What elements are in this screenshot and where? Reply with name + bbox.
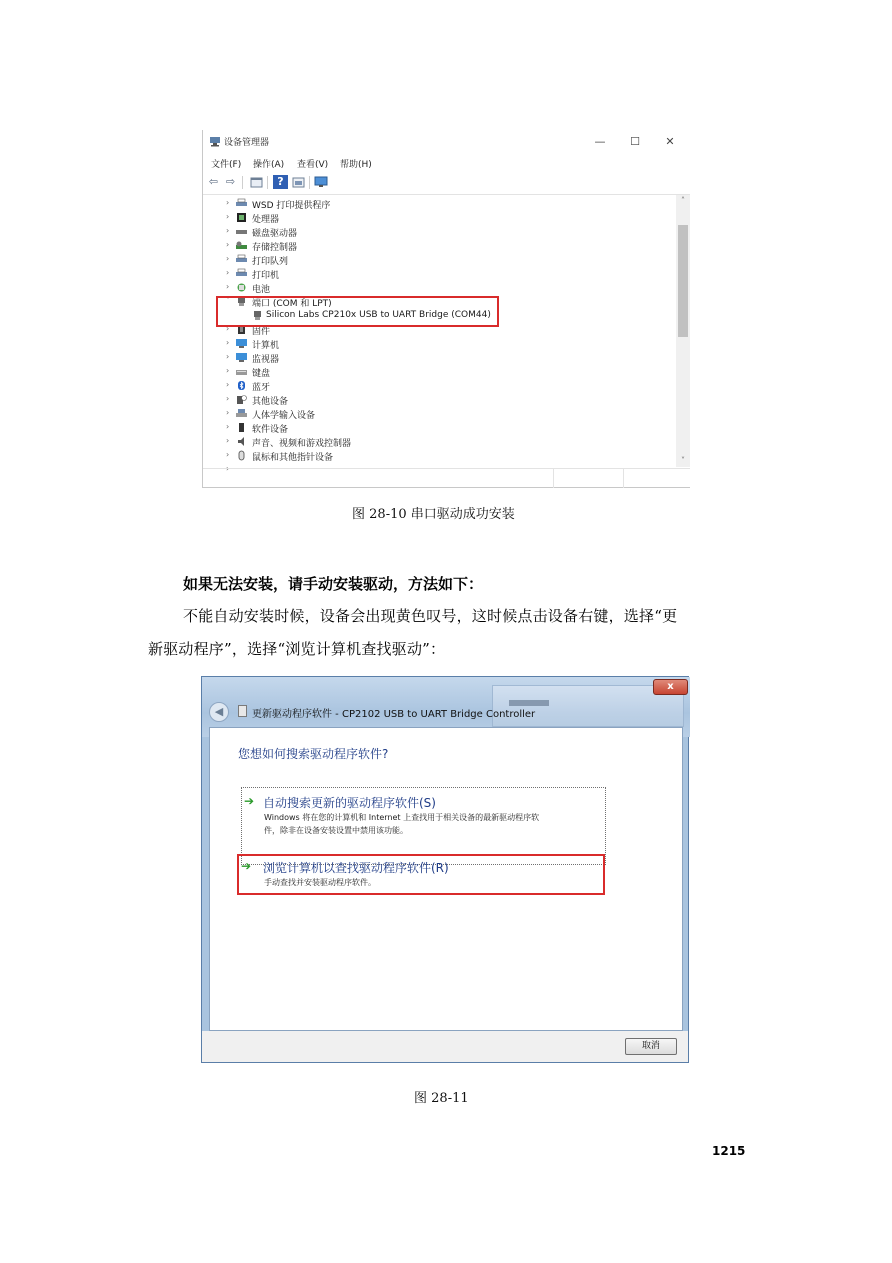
computer-icon bbox=[236, 339, 247, 348]
caption-text: 串口驱动成功安装 bbox=[410, 507, 515, 522]
close-button[interactable]: ✕ bbox=[665, 135, 675, 148]
print-queue-icon bbox=[236, 255, 247, 264]
tree-label: 鼠标和其他指针设备 bbox=[252, 453, 334, 463]
wizard-content bbox=[209, 727, 683, 1031]
wizard-question: 您想如何搜索驱动程序软件? bbox=[238, 747, 389, 761]
chevron-right-icon[interactable]: › bbox=[226, 254, 230, 263]
menu-bar bbox=[203, 154, 690, 172]
printer-icon bbox=[236, 199, 247, 208]
menu-help[interactable]: 帮助(H) bbox=[340, 160, 372, 170]
storage-controller-icon bbox=[236, 241, 247, 250]
scroll-thumb[interactable] bbox=[678, 225, 688, 337]
disk-drive-icon bbox=[236, 227, 247, 236]
device-manager-window bbox=[202, 130, 690, 488]
other-devices-icon bbox=[236, 395, 247, 404]
section-heading: 如果无法安装，请手动安装驱动，方法如下： bbox=[183, 575, 484, 593]
cancel-button[interactable]: 取消 bbox=[625, 1038, 677, 1055]
tree-item-hid[interactable] bbox=[203, 407, 676, 421]
tree-item-storage-controller[interactable] bbox=[203, 239, 676, 253]
chevron-right-icon[interactable]: › bbox=[226, 338, 230, 347]
scan-hardware-icon[interactable] bbox=[314, 175, 329, 189]
chevron-right-icon[interactable]: › bbox=[226, 380, 230, 389]
device-manager-icon bbox=[209, 136, 221, 147]
caption-number: 28-11 bbox=[431, 1091, 469, 1106]
scroll-down-icon[interactable]: ˅ bbox=[681, 456, 685, 465]
page-number: 1215 bbox=[712, 1144, 746, 1158]
tree-label: 磁盘驱动器 bbox=[252, 229, 298, 239]
toolbar-separator bbox=[267, 176, 268, 189]
tree-label: 存储控制器 bbox=[252, 243, 298, 253]
monitor-icon bbox=[236, 353, 247, 362]
keyboard-icon bbox=[236, 367, 247, 376]
green-arrow-icon: ➔ bbox=[244, 794, 255, 808]
chevron-right-icon[interactable]: › bbox=[226, 436, 230, 445]
tree-label: 打印机 bbox=[252, 271, 280, 281]
properties-icon[interactable] bbox=[249, 175, 264, 189]
caption-label: 图 bbox=[352, 507, 366, 522]
tree-item-other-devices[interactable] bbox=[203, 393, 676, 407]
tree-label: 键盘 bbox=[252, 369, 271, 379]
tree-label: 其他设备 bbox=[252, 397, 289, 407]
toolbar-separator bbox=[309, 176, 310, 189]
chevron-right-icon: › bbox=[226, 464, 230, 473]
option-description: 手动查找并安装驱动程序软件。 bbox=[264, 878, 376, 887]
toolbar bbox=[203, 172, 690, 195]
tree-label: 处理器 bbox=[252, 215, 280, 225]
maximize-button[interactable]: ☐ bbox=[630, 135, 640, 148]
tree-label: 监视器 bbox=[252, 355, 280, 365]
caption-number: 28-10 bbox=[369, 507, 407, 522]
tree-item-mouse[interactable] bbox=[203, 449, 676, 463]
tree-item-disk-drive[interactable] bbox=[203, 225, 676, 239]
processor-icon bbox=[236, 213, 247, 222]
chevron-right-icon[interactable]: › bbox=[226, 422, 230, 431]
option-title: 自动搜索更新的驱动程序软件(S) bbox=[263, 796, 436, 810]
tree-label: 声音、视频和游戏控制器 bbox=[252, 439, 352, 449]
caption-label: 图 bbox=[414, 1091, 428, 1106]
tree-item-printer[interactable] bbox=[203, 267, 676, 281]
status-separator bbox=[553, 469, 554, 488]
minimize-button[interactable]: — bbox=[594, 135, 606, 148]
tree-item-software-device[interactable] bbox=[203, 421, 676, 435]
highlight-box bbox=[216, 296, 499, 327]
chevron-right-icon[interactable]: › bbox=[226, 366, 230, 375]
update-driver-window bbox=[201, 676, 689, 1063]
close-button[interactable]: x bbox=[653, 679, 688, 695]
tree-label: 软件设备 bbox=[252, 425, 289, 435]
menu-view[interactable]: 查看(V) bbox=[297, 160, 329, 170]
chevron-right-icon[interactable]: › bbox=[226, 282, 230, 291]
bluetooth-icon bbox=[236, 381, 247, 390]
chevron-right-icon[interactable]: › bbox=[226, 198, 230, 207]
option-description: 件，除非在设备安装设置中禁用该功能。 bbox=[264, 826, 408, 835]
figure-caption-1 bbox=[352, 503, 515, 522]
printer-icon bbox=[236, 269, 247, 278]
tree-label: 蓝牙 bbox=[252, 383, 271, 393]
chevron-right-icon[interactable]: › bbox=[226, 240, 230, 249]
tree-label: 电池 bbox=[252, 285, 271, 295]
green-arrow-icon: ➔ bbox=[241, 859, 252, 873]
chevron-right-icon[interactable]: › bbox=[226, 212, 230, 221]
tree-label: Silicon Labs CP210x USB to UART Bridge (COM44) bbox=[266, 310, 491, 320]
help-icon[interactable]: ? bbox=[273, 175, 288, 189]
browse-computer-option[interactable] bbox=[237, 854, 605, 895]
tree-label: 计算机 bbox=[252, 341, 280, 351]
tree-label: 人体学输入设备 bbox=[252, 411, 316, 421]
vertical-scrollbar[interactable] bbox=[676, 195, 690, 467]
paragraph-line-1: 不能自动安装时候，设备会出现黄色叹号，这时候点击设备右键，选择“更 bbox=[183, 607, 678, 625]
back-arrow-icon[interactable]: ⇦ bbox=[208, 175, 219, 188]
tree-item-wsd[interactable] bbox=[203, 197, 676, 211]
tree-item-battery[interactable] bbox=[203, 281, 676, 295]
wizard-footer bbox=[202, 1031, 688, 1062]
title-bar bbox=[203, 130, 690, 154]
paragraph-line-2: 新驱动程序”，选择“浏览计算机查找驱动”： bbox=[148, 640, 446, 658]
chevron-right-icon[interactable]: › bbox=[226, 324, 230, 333]
option-title: 浏览计算机以查找驱动程序软件(R) bbox=[263, 861, 449, 875]
tree-item-keyboard[interactable] bbox=[203, 365, 676, 379]
chevron-right-icon[interactable]: › bbox=[226, 352, 230, 361]
battery-icon bbox=[236, 283, 247, 292]
status-bar bbox=[203, 468, 690, 488]
tree-label: 固件 bbox=[252, 327, 271, 337]
option-description: Windows 将在您的计算机和 Internet 上查找用于相关设备的最新驱动程序软 bbox=[264, 813, 540, 822]
tree-label: 打印队列 bbox=[252, 257, 289, 267]
chevron-right-icon[interactable]: › bbox=[226, 408, 230, 417]
toolbar-separator bbox=[242, 176, 243, 189]
mouse-icon bbox=[236, 451, 247, 460]
tree-label: WSD 打印提供程序 bbox=[252, 201, 331, 211]
audio-icon bbox=[236, 437, 247, 446]
device-tree bbox=[203, 195, 676, 473]
update-driver-icon[interactable] bbox=[291, 175, 306, 189]
tree-label: 端口 (COM 和 LPT) bbox=[252, 299, 332, 309]
chevron-right-icon[interactable]: › bbox=[226, 394, 230, 403]
device-icon bbox=[238, 705, 247, 717]
tree-item-computer[interactable] bbox=[203, 337, 676, 351]
hid-icon bbox=[236, 409, 247, 418]
menu-action[interactable]: 操作(A) bbox=[253, 160, 285, 170]
chevron-right-icon[interactable]: › bbox=[226, 268, 230, 277]
menu-file[interactable]: 文件(F) bbox=[211, 160, 242, 170]
window-title: 设备管理器 bbox=[224, 138, 270, 148]
chevron-right-icon[interactable]: › bbox=[226, 450, 230, 459]
tree-item-processor[interactable] bbox=[203, 211, 676, 225]
tree-item-bluetooth[interactable] bbox=[203, 379, 676, 393]
chevron-down-icon[interactable]: ˅ bbox=[226, 296, 230, 305]
scroll-up-icon[interactable]: ˄ bbox=[681, 196, 685, 205]
back-arrow-icon[interactable]: ◀ bbox=[209, 702, 229, 722]
status-separator bbox=[623, 469, 624, 488]
forward-arrow-icon[interactable]: ⇨ bbox=[225, 175, 236, 188]
window-title: 更新驱动程序软件 - CP2102 USB to UART Bridge Controller bbox=[252, 709, 536, 720]
software-device-icon bbox=[236, 423, 247, 432]
tree-item-print-queue[interactable] bbox=[203, 253, 676, 267]
tree-item-audio[interactable] bbox=[203, 435, 676, 449]
tree-item-monitor[interactable] bbox=[203, 351, 676, 365]
chevron-right-icon[interactable]: › bbox=[226, 226, 230, 235]
figure-caption-2 bbox=[414, 1087, 469, 1106]
